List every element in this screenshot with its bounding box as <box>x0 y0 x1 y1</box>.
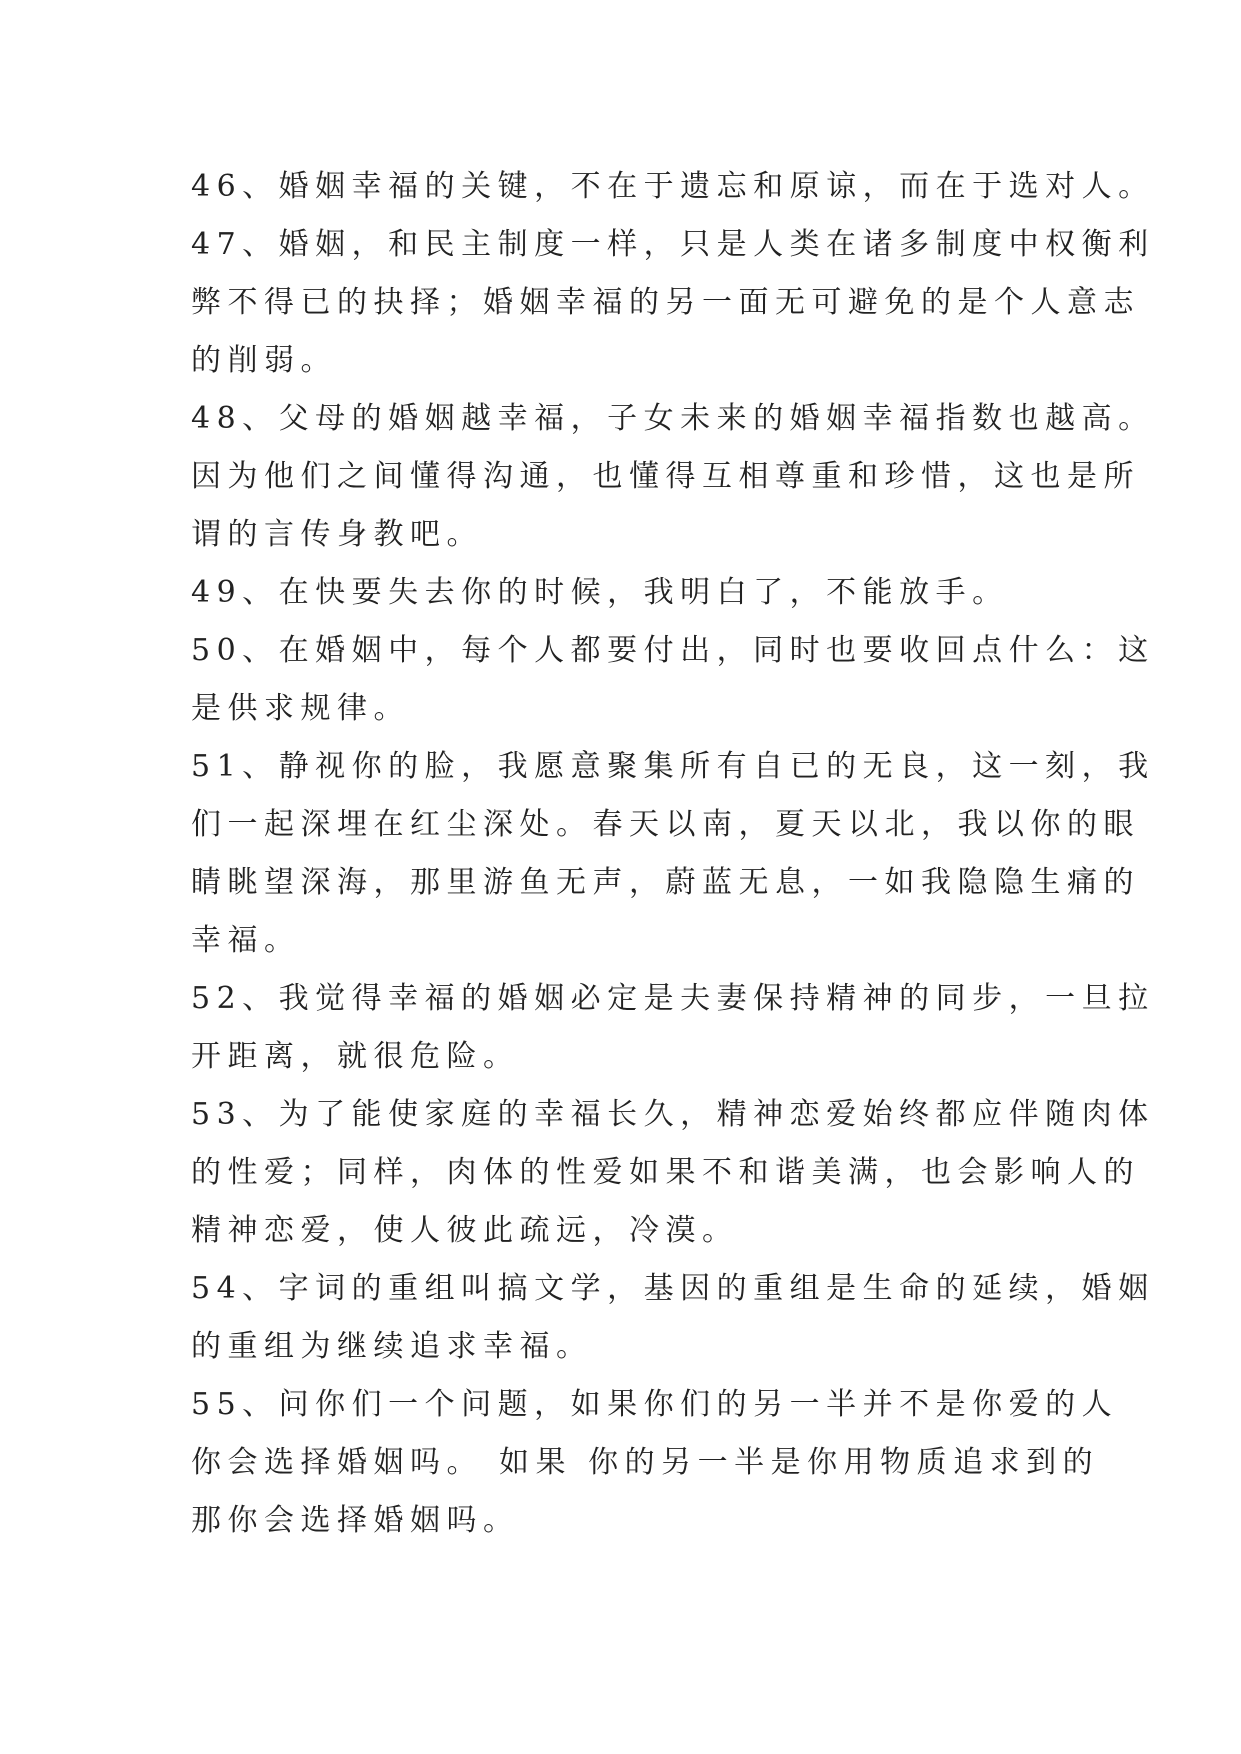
text-line: 55、问你们一个问题，如果你们的另一半并不是你爱的人 <box>191 1387 1119 1422</box>
text-line: 的性爱；同样，肉体的性爱如果不和谐美满，也会影响人的 <box>191 1155 1140 1190</box>
text-line: 们一起深埋在红尘深处。春天以南，夏天以北，我以你的眼 <box>191 807 1140 842</box>
text-line: 54、字词的重组叫搞文学，基因的重组是生命的延续，婚姻 <box>191 1271 1155 1306</box>
text-line: 47、婚姻，和民主制度一样，只是人类在诸多制度中权衡利 <box>191 227 1155 262</box>
text-line: 开距离，就很危险。 <box>191 1039 520 1074</box>
text-line: 的重组为继续追求幸福。 <box>191 1329 593 1364</box>
text-line: 精神恋爱，使人彼此疏远，冷漠。 <box>191 1213 739 1248</box>
text-line: 50、在婚姻中，每个人都要付出，同时也要收回点什么：这 <box>191 633 1155 668</box>
text-line: 48、父母的婚姻越幸福，子女未来的婚姻幸福指数也越高。 <box>191 401 1155 436</box>
text-line: 46、婚姻幸福的关键，不在于遗忘和原谅，而在于选对人。 <box>191 169 1155 204</box>
text-line: 49、在快要失去你的时候，我明白了，不能放手。 <box>191 575 1009 610</box>
text-line: 睛眺望深海，那里游鱼无声，蔚蓝无息，一如我隐隐生痛的 <box>191 865 1140 900</box>
text-line: 弊不得已的抉择；婚姻幸福的另一面无可避免的是个人意志 <box>191 285 1140 320</box>
text-line: 谓的言传身教吧。 <box>191 517 483 552</box>
text-line: 你会选择婚姻吗。 如果 你的另一半是你用物质追求到的 <box>191 1445 1100 1480</box>
text-line: 是供求规律。 <box>191 691 410 726</box>
text-line: 53、为了能使家庭的幸福长久，精神恋爱始终都应伴随肉体 <box>191 1097 1155 1132</box>
text-line: 52、我觉得幸福的婚姻必定是夫妻保持精神的同步，一旦拉 <box>191 981 1155 1016</box>
text-line: 幸福。 <box>191 923 301 958</box>
text-line: 因为他们之间懂得沟通，也懂得互相尊重和珍惜，这也是所 <box>191 459 1140 494</box>
text-line: 51、静视你的脸，我愿意聚集所有自已的无良，这一刻，我 <box>191 749 1155 784</box>
document-body <box>191 158 1155 1550</box>
text-line: 那你会选择婚姻吗。 <box>191 1503 520 1538</box>
text-line: 的削弱。 <box>191 343 337 378</box>
